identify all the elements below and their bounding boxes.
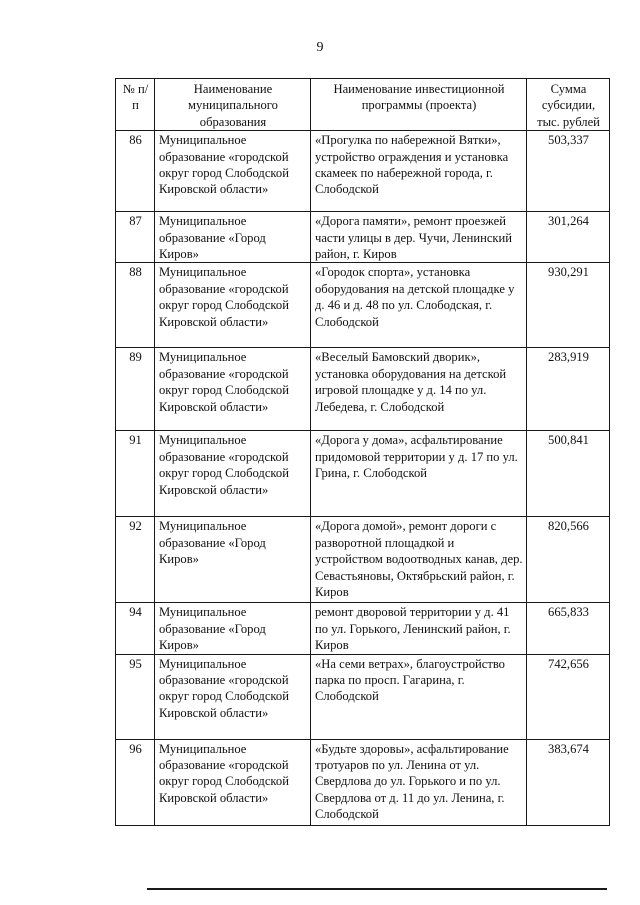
row-sum: 383,674 [527, 739, 610, 825]
table-row [116, 348, 610, 431]
row-num: 94 [116, 603, 155, 654]
row-sum: 503,337 [527, 131, 610, 212]
table-row [116, 654, 610, 739]
row-program: «Городок спорта», установка оборудования на детской площадке у д. 46 и д. 48 по ул. Слободская, г. Слободской [311, 263, 527, 348]
row-program: «Прогулка по набережной Вятки», устройство ограждения и установка скамеек по набережной города, г. Слободской [311, 131, 527, 212]
row-num: 89 [116, 348, 155, 431]
header-sum: Сумма субсидии, тыс. рублей [527, 79, 610, 131]
row-num: 87 [116, 212, 155, 263]
row-sum: 283,919 [527, 348, 610, 431]
header-program: Наименование инвестиционной программы (проекта) [311, 79, 527, 131]
row-sum: 301,264 [527, 212, 610, 263]
row-num: 95 [116, 654, 155, 739]
row-program: «Дорога памяти», ремонт проезжей части улицы в дер. Чучи, Ленинский район, г. Киров [311, 212, 527, 263]
table-row [116, 603, 610, 654]
row-program: «Будьте здоровы», асфальтирование тротуаров по ул. Ленина от ул. Свердлова до ул. Горького и по ул. Свердлова от д. 11 до ул. Ленина, г. Слободской [311, 739, 527, 825]
row-sum: 665,833 [527, 603, 610, 654]
table-row [116, 263, 610, 348]
row-num: 96 [116, 739, 155, 825]
header-num: № п/п [116, 79, 155, 131]
row-program: «Дорога домой», ремонт дороги с разворотной площадкой и устройством водоотводных канав, дер. Севастьяновы, Октябрьский район, г. Киров [311, 517, 527, 603]
table-row [116, 517, 610, 603]
row-sum: 742,656 [527, 654, 610, 739]
table-row [116, 131, 610, 212]
table-header-row [116, 79, 610, 131]
row-municipality: Муниципальное образование «городской округ город Слободской Кировской области» [155, 654, 311, 739]
table-row [116, 212, 610, 263]
row-sum: 820,566 [527, 517, 610, 603]
page-number: 9 [316, 40, 324, 55]
row-num: 86 [116, 131, 155, 212]
row-sum: 930,291 [527, 263, 610, 348]
row-program: «Веселый Бамовский дворик», установка оборудования на детской игровой площадке у д. 14 по ул. Лебедева, г. Слободской [311, 348, 527, 431]
row-program: «Дорога у дома», асфальтирование придомовой территории у д. 17 по ул. Грина, г. Слободской [311, 431, 527, 517]
row-sum: 500,841 [527, 431, 610, 517]
row-num: 91 [116, 431, 155, 517]
row-municipality: Муниципальное образование «городской округ город Слободской Кировской области» [155, 431, 311, 517]
row-num: 88 [116, 263, 155, 348]
row-municipality: Муниципальное образование «городской округ город Слободской Кировской области» [155, 131, 311, 212]
footer-divider [147, 888, 607, 890]
row-municipality: Муниципальное образование «Город Киров» [155, 517, 311, 603]
row-program: «На семи ветрах», благоустройство парка по просп. Гагарина, г. Слободской [311, 654, 527, 739]
table-row [116, 739, 610, 825]
row-municipality: Муниципальное образование «Город Киров» [155, 212, 311, 263]
row-municipality: Муниципальное образование «Город Киров» [155, 603, 311, 654]
row-num: 92 [116, 517, 155, 603]
subsidies-table [115, 78, 610, 826]
row-municipality: Муниципальное образование «городской округ город Слободской Кировской области» [155, 263, 311, 348]
row-municipality: Муниципальное образование «городской округ город Слободской Кировской области» [155, 739, 311, 825]
header-municipality: Наименование муниципального образования [155, 79, 311, 131]
row-municipality: Муниципальное образование «городской округ город Слободской Кировской области» [155, 348, 311, 431]
row-program: ремонт дворовой территории у д. 41 по ул. Горького, Ленинский район, г. Киров [311, 603, 527, 654]
table-row [116, 431, 610, 517]
